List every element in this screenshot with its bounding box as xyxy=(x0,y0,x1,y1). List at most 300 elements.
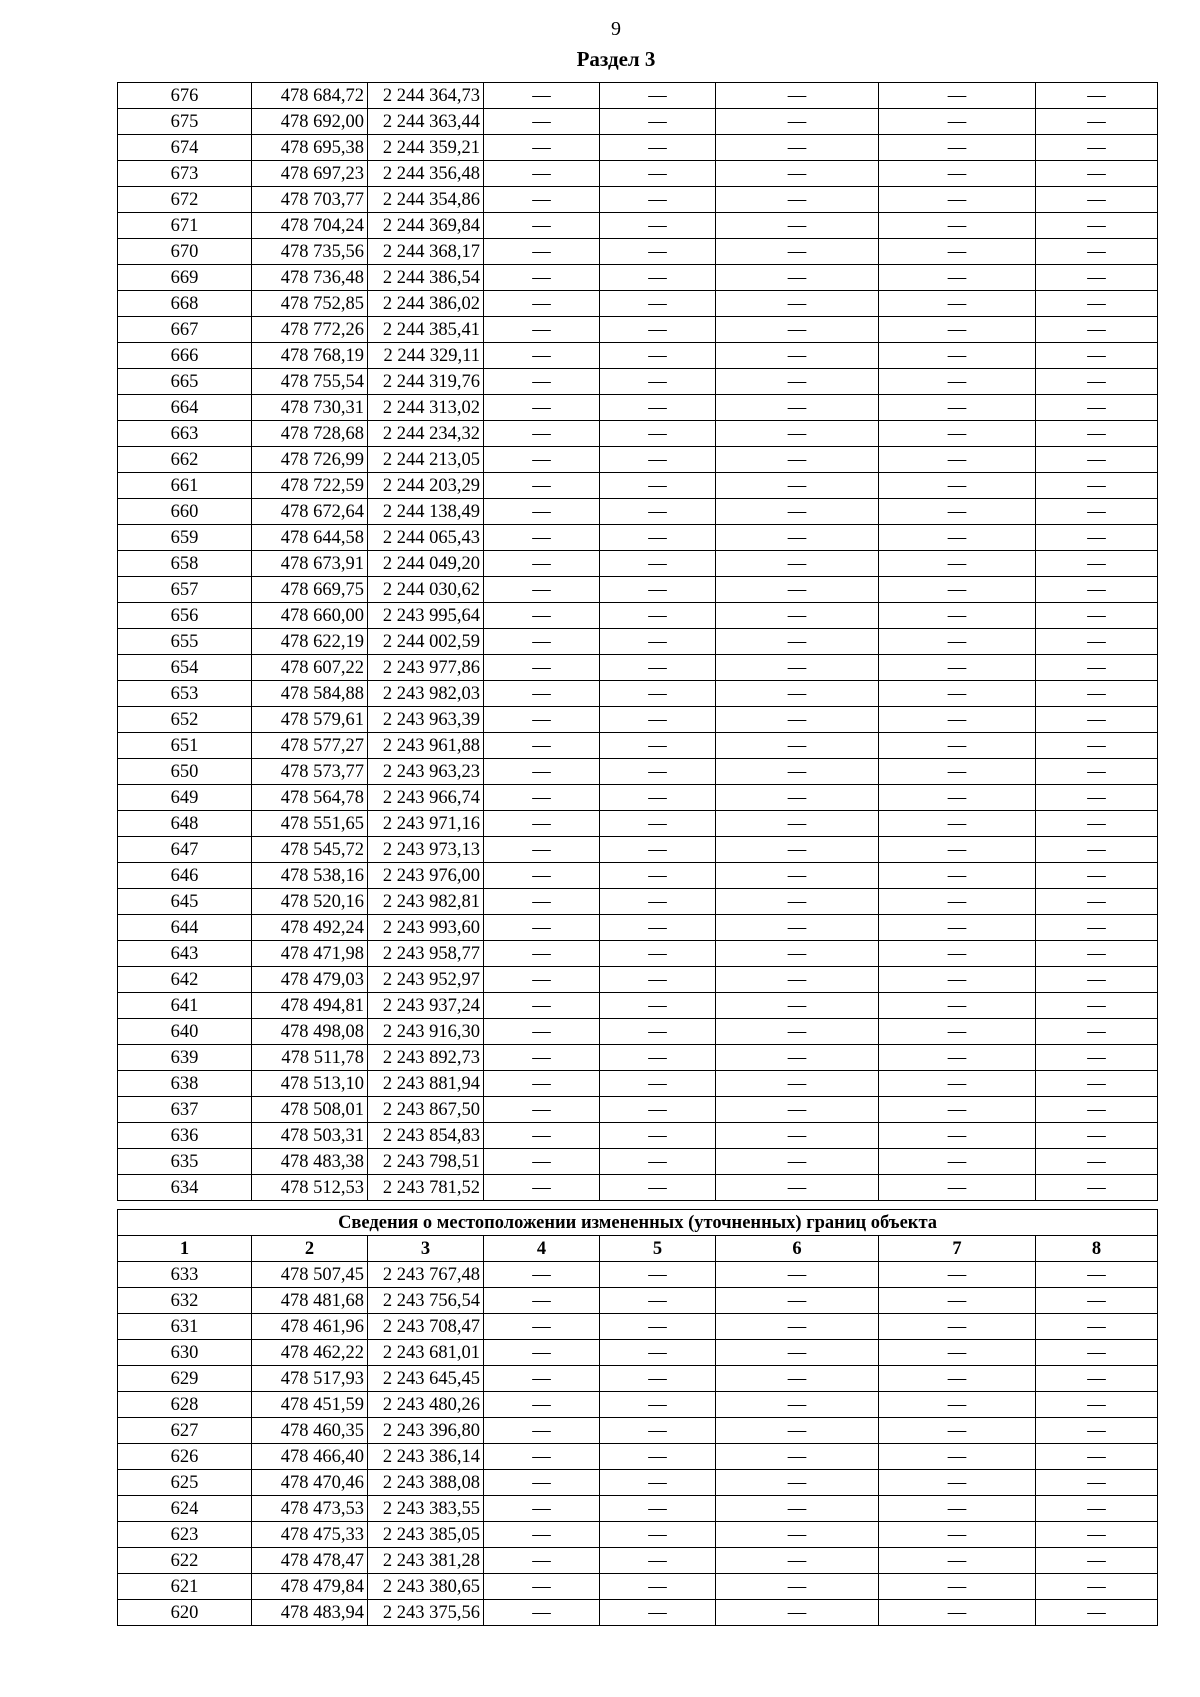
y-coordinate-cell: 2 243 982,03 xyxy=(368,681,484,707)
y-coordinate-cell: 2 243 396,80 xyxy=(368,1418,484,1444)
x-coordinate-cell: 478 479,03 xyxy=(252,967,368,993)
point-number-cell: 645 xyxy=(118,889,252,915)
dash-cell: — xyxy=(600,395,716,421)
dash-cell: — xyxy=(879,213,1036,239)
dash-cell: — xyxy=(716,655,879,681)
dash-cell: — xyxy=(484,473,600,499)
dash-cell: — xyxy=(879,1418,1036,1444)
point-number-cell: 673 xyxy=(118,161,252,187)
dash-cell: — xyxy=(716,603,879,629)
dash-cell: — xyxy=(879,1496,1036,1522)
y-coordinate-cell: 2 243 798,51 xyxy=(368,1149,484,1175)
dash-cell: — xyxy=(1036,629,1158,655)
dash-cell: — xyxy=(879,109,1036,135)
x-coordinate-cell: 478 607,22 xyxy=(252,655,368,681)
dash-cell: — xyxy=(600,213,716,239)
y-coordinate-cell: 2 243 977,86 xyxy=(368,655,484,681)
dash-cell: — xyxy=(484,135,600,161)
table-row xyxy=(118,889,1158,915)
dash-cell: — xyxy=(1036,655,1158,681)
dash-cell: — xyxy=(1036,837,1158,863)
x-coordinate-cell: 478 755,54 xyxy=(252,369,368,395)
dash-cell: — xyxy=(484,967,600,993)
point-number-cell: 626 xyxy=(118,1444,252,1470)
table-row xyxy=(118,395,1158,421)
x-coordinate-cell: 478 545,72 xyxy=(252,837,368,863)
x-coordinate-cell: 478 538,16 xyxy=(252,863,368,889)
y-coordinate-cell: 2 243 383,55 xyxy=(368,1496,484,1522)
point-number-cell: 646 xyxy=(118,863,252,889)
table-caption: Сведения о местоположении измененных (уточненных) границ объекта xyxy=(118,1210,1158,1236)
dash-cell: — xyxy=(600,1522,716,1548)
dash-cell: — xyxy=(484,941,600,967)
point-number-cell: 648 xyxy=(118,811,252,837)
dash-cell: — xyxy=(716,837,879,863)
point-number-cell: 664 xyxy=(118,395,252,421)
dash-cell: — xyxy=(716,1071,879,1097)
dash-cell: — xyxy=(484,421,600,447)
x-coordinate-cell: 478 551,65 xyxy=(252,811,368,837)
point-number-cell: 669 xyxy=(118,265,252,291)
column-header-7: 7 xyxy=(879,1236,1036,1262)
y-coordinate-cell: 2 243 958,77 xyxy=(368,941,484,967)
point-number-cell: 667 xyxy=(118,317,252,343)
dash-cell: — xyxy=(1036,551,1158,577)
dash-cell: — xyxy=(879,1600,1036,1626)
dash-cell: — xyxy=(600,525,716,551)
table-row xyxy=(118,109,1158,135)
dash-cell: — xyxy=(1036,993,1158,1019)
point-number-cell: 623 xyxy=(118,1522,252,1548)
table-row xyxy=(118,317,1158,343)
dash-cell: — xyxy=(600,473,716,499)
dash-cell: — xyxy=(716,1444,879,1470)
point-number-cell: 675 xyxy=(118,109,252,135)
table-row xyxy=(118,629,1158,655)
y-coordinate-cell: 2 243 767,48 xyxy=(368,1262,484,1288)
dash-cell: — xyxy=(879,473,1036,499)
dash-cell: — xyxy=(716,1470,879,1496)
dash-cell: — xyxy=(600,889,716,915)
point-number-cell: 663 xyxy=(118,421,252,447)
coordinates-table xyxy=(117,82,1158,1201)
dash-cell: — xyxy=(1036,239,1158,265)
dash-cell: — xyxy=(1036,395,1158,421)
dash-cell: — xyxy=(484,1019,600,1045)
dash-cell: — xyxy=(600,1548,716,1574)
table-row xyxy=(118,915,1158,941)
dash-cell: — xyxy=(879,343,1036,369)
table-row xyxy=(118,1470,1158,1496)
x-coordinate-cell: 478 451,59 xyxy=(252,1392,368,1418)
table-row xyxy=(118,265,1158,291)
x-coordinate-cell: 478 704,24 xyxy=(252,213,368,239)
dash-cell: — xyxy=(1036,941,1158,967)
dash-cell: — xyxy=(484,1097,600,1123)
x-coordinate-cell: 478 478,47 xyxy=(252,1548,368,1574)
dash-cell: — xyxy=(484,1071,600,1097)
dash-cell: — xyxy=(600,915,716,941)
dash-cell: — xyxy=(879,1444,1036,1470)
y-coordinate-cell: 2 244 356,48 xyxy=(368,161,484,187)
y-coordinate-cell: 2 243 966,74 xyxy=(368,785,484,811)
y-coordinate-cell: 2 243 952,97 xyxy=(368,967,484,993)
dash-cell: — xyxy=(879,1288,1036,1314)
dash-cell: — xyxy=(484,759,600,785)
point-number-cell: 638 xyxy=(118,1071,252,1097)
dash-cell: — xyxy=(600,655,716,681)
dash-cell: — xyxy=(716,707,879,733)
y-coordinate-cell: 2 244 354,86 xyxy=(368,187,484,213)
dash-cell: — xyxy=(716,83,879,109)
y-coordinate-cell: 2 244 049,20 xyxy=(368,551,484,577)
y-coordinate-cell: 2 243 781,52 xyxy=(368,1175,484,1201)
dash-cell: — xyxy=(600,967,716,993)
dash-cell: — xyxy=(600,1019,716,1045)
y-coordinate-cell: 2 243 867,50 xyxy=(368,1097,484,1123)
dash-cell: — xyxy=(879,395,1036,421)
dash-cell: — xyxy=(484,889,600,915)
dash-cell: — xyxy=(484,707,600,733)
x-coordinate-cell: 478 730,31 xyxy=(252,395,368,421)
dash-cell: — xyxy=(1036,525,1158,551)
dash-cell: — xyxy=(600,863,716,889)
column-header-6: 6 xyxy=(716,1236,879,1262)
dash-cell: — xyxy=(1036,213,1158,239)
point-number-cell: 647 xyxy=(118,837,252,863)
y-coordinate-cell: 2 244 030,62 xyxy=(368,577,484,603)
dash-cell: — xyxy=(716,1045,879,1071)
point-number-cell: 629 xyxy=(118,1366,252,1392)
y-coordinate-cell: 2 243 963,23 xyxy=(368,759,484,785)
dash-cell: — xyxy=(484,577,600,603)
dash-cell: — xyxy=(600,1314,716,1340)
dash-cell: — xyxy=(716,239,879,265)
dash-cell: — xyxy=(879,967,1036,993)
dash-cell: — xyxy=(716,1149,879,1175)
x-coordinate-cell: 478 644,58 xyxy=(252,525,368,551)
y-coordinate-cell: 2 243 681,01 xyxy=(368,1340,484,1366)
y-coordinate-cell: 2 243 961,88 xyxy=(368,733,484,759)
x-coordinate-cell: 478 673,91 xyxy=(252,551,368,577)
dash-cell: — xyxy=(1036,83,1158,109)
y-coordinate-cell: 2 244 385,41 xyxy=(368,317,484,343)
y-coordinate-cell: 2 244 368,17 xyxy=(368,239,484,265)
point-number-cell: 637 xyxy=(118,1097,252,1123)
y-coordinate-cell: 2 243 916,30 xyxy=(368,1019,484,1045)
dash-cell: — xyxy=(716,343,879,369)
dash-cell: — xyxy=(879,421,1036,447)
x-coordinate-cell: 478 735,56 xyxy=(252,239,368,265)
x-coordinate-cell: 478 481,68 xyxy=(252,1288,368,1314)
dash-cell: — xyxy=(716,213,879,239)
dash-cell: — xyxy=(716,291,879,317)
dash-cell: — xyxy=(600,343,716,369)
point-number-cell: 672 xyxy=(118,187,252,213)
x-coordinate-cell: 478 768,19 xyxy=(252,343,368,369)
dash-cell: — xyxy=(879,811,1036,837)
dash-cell: — xyxy=(1036,863,1158,889)
point-number-cell: 624 xyxy=(118,1496,252,1522)
table-row xyxy=(118,1019,1158,1045)
dash-cell: — xyxy=(716,1262,879,1288)
dash-cell: — xyxy=(600,109,716,135)
dash-cell: — xyxy=(879,239,1036,265)
dash-cell: — xyxy=(600,759,716,785)
dash-cell: — xyxy=(1036,343,1158,369)
table-row xyxy=(118,1175,1158,1201)
dash-cell: — xyxy=(1036,265,1158,291)
point-number-cell: 643 xyxy=(118,941,252,967)
dash-cell: — xyxy=(716,1600,879,1626)
x-coordinate-cell: 478 494,81 xyxy=(252,993,368,1019)
dash-cell: — xyxy=(484,733,600,759)
table-row xyxy=(118,863,1158,889)
dash-cell: — xyxy=(879,1045,1036,1071)
point-number-cell: 652 xyxy=(118,707,252,733)
point-number-cell: 657 xyxy=(118,577,252,603)
dash-cell: — xyxy=(879,889,1036,915)
table-row xyxy=(118,1045,1158,1071)
x-coordinate-cell: 478 503,31 xyxy=(252,1123,368,1149)
column-header-5: 5 xyxy=(600,1236,716,1262)
table-row xyxy=(118,733,1158,759)
dash-cell: — xyxy=(716,265,879,291)
dash-cell: — xyxy=(600,1444,716,1470)
dash-cell: — xyxy=(484,1548,600,1574)
dash-cell: — xyxy=(600,369,716,395)
table-row xyxy=(118,603,1158,629)
point-number-cell: 631 xyxy=(118,1314,252,1340)
dash-cell: — xyxy=(716,629,879,655)
dash-cell: — xyxy=(1036,1600,1158,1626)
point-number-cell: 649 xyxy=(118,785,252,811)
point-number-cell: 658 xyxy=(118,551,252,577)
table-row xyxy=(118,967,1158,993)
y-coordinate-cell: 2 244 386,54 xyxy=(368,265,484,291)
x-coordinate-cell: 478 512,53 xyxy=(252,1175,368,1201)
point-number-cell: 651 xyxy=(118,733,252,759)
table-row xyxy=(118,1366,1158,1392)
y-coordinate-cell: 2 244 213,05 xyxy=(368,447,484,473)
dash-cell: — xyxy=(716,135,879,161)
x-coordinate-cell: 478 462,22 xyxy=(252,1340,368,1366)
table-row xyxy=(118,1262,1158,1288)
point-number-cell: 674 xyxy=(118,135,252,161)
dash-cell: — xyxy=(600,1071,716,1097)
x-coordinate-cell: 478 513,10 xyxy=(252,1071,368,1097)
dash-cell: — xyxy=(716,551,879,577)
table-row xyxy=(118,1522,1158,1548)
dash-cell: — xyxy=(484,863,600,889)
coordinates-table-body xyxy=(118,83,1158,1201)
dash-cell: — xyxy=(1036,109,1158,135)
dash-cell: — xyxy=(1036,1548,1158,1574)
table-row xyxy=(118,577,1158,603)
point-number-cell: 653 xyxy=(118,681,252,707)
table-row xyxy=(118,655,1158,681)
table-row xyxy=(118,239,1158,265)
page-number: 9 xyxy=(611,18,621,40)
dash-cell: — xyxy=(484,1496,600,1522)
table-row xyxy=(118,187,1158,213)
dash-cell: — xyxy=(879,499,1036,525)
dash-cell: — xyxy=(484,291,600,317)
x-coordinate-cell: 478 466,40 xyxy=(252,1444,368,1470)
dash-cell: — xyxy=(1036,1522,1158,1548)
dash-cell: — xyxy=(1036,1097,1158,1123)
dash-cell: — xyxy=(879,369,1036,395)
dash-cell: — xyxy=(879,733,1036,759)
dash-cell: — xyxy=(879,1470,1036,1496)
dash-cell: — xyxy=(1036,473,1158,499)
dash-cell: — xyxy=(484,1522,600,1548)
dash-cell: — xyxy=(716,1548,879,1574)
dash-cell: — xyxy=(484,109,600,135)
dash-cell: — xyxy=(879,1522,1036,1548)
dash-cell: — xyxy=(716,1496,879,1522)
dash-cell: — xyxy=(1036,1262,1158,1288)
dash-cell: — xyxy=(879,941,1036,967)
y-coordinate-cell: 2 243 881,94 xyxy=(368,1071,484,1097)
dash-cell: — xyxy=(879,1574,1036,1600)
dash-cell: — xyxy=(879,525,1036,551)
y-coordinate-cell: 2 243 971,16 xyxy=(368,811,484,837)
dash-cell: — xyxy=(600,1496,716,1522)
y-coordinate-cell: 2 243 937,24 xyxy=(368,993,484,1019)
y-coordinate-cell: 2 244 329,11 xyxy=(368,343,484,369)
table-row xyxy=(118,1600,1158,1626)
y-coordinate-cell: 2 243 480,26 xyxy=(368,1392,484,1418)
x-coordinate-cell: 478 660,00 xyxy=(252,603,368,629)
dash-cell: — xyxy=(716,811,879,837)
dash-cell: — xyxy=(716,447,879,473)
dash-cell: — xyxy=(1036,135,1158,161)
table-caption-row xyxy=(118,1210,1158,1236)
dash-cell: — xyxy=(600,811,716,837)
dash-cell: — xyxy=(1036,1444,1158,1470)
dash-cell: — xyxy=(600,1175,716,1201)
table-row xyxy=(118,1496,1158,1522)
x-coordinate-cell: 478 573,77 xyxy=(252,759,368,785)
column-header-3: 3 xyxy=(368,1236,484,1262)
dash-cell: — xyxy=(600,551,716,577)
table-row xyxy=(118,1340,1158,1366)
y-coordinate-cell: 2 244 386,02 xyxy=(368,291,484,317)
dash-cell: — xyxy=(1036,1288,1158,1314)
y-coordinate-cell: 2 243 993,60 xyxy=(368,915,484,941)
dash-cell: — xyxy=(716,915,879,941)
x-coordinate-cell: 478 736,48 xyxy=(252,265,368,291)
y-coordinate-cell: 2 243 982,81 xyxy=(368,889,484,915)
x-coordinate-cell: 478 579,61 xyxy=(252,707,368,733)
dash-cell: — xyxy=(600,577,716,603)
dash-cell: — xyxy=(879,759,1036,785)
x-coordinate-cell: 478 483,38 xyxy=(252,1149,368,1175)
point-number-cell: 639 xyxy=(118,1045,252,1071)
dash-cell: — xyxy=(1036,1019,1158,1045)
dash-cell: — xyxy=(484,1045,600,1071)
dash-cell: — xyxy=(484,1288,600,1314)
dash-cell: — xyxy=(1036,1123,1158,1149)
dash-cell: — xyxy=(1036,1418,1158,1444)
dash-cell: — xyxy=(484,1418,600,1444)
column-header-4: 4 xyxy=(484,1236,600,1262)
point-number-cell: 655 xyxy=(118,629,252,655)
y-coordinate-cell: 2 244 364,73 xyxy=(368,83,484,109)
table-row xyxy=(118,1149,1158,1175)
dash-cell: — xyxy=(716,941,879,967)
dash-cell: — xyxy=(716,1574,879,1600)
dash-cell: — xyxy=(1036,707,1158,733)
dash-cell: — xyxy=(600,499,716,525)
dash-cell: — xyxy=(600,707,716,733)
table-row xyxy=(118,1097,1158,1123)
dash-cell: — xyxy=(879,83,1036,109)
y-coordinate-cell: 2 243 708,47 xyxy=(368,1314,484,1340)
x-coordinate-cell: 478 672,64 xyxy=(252,499,368,525)
point-number-cell: 620 xyxy=(118,1600,252,1626)
table-row xyxy=(118,473,1158,499)
dash-cell: — xyxy=(879,135,1036,161)
x-coordinate-cell: 478 461,96 xyxy=(252,1314,368,1340)
dash-cell: — xyxy=(484,395,600,421)
point-number-cell: 628 xyxy=(118,1392,252,1418)
dash-cell: — xyxy=(716,1097,879,1123)
dash-cell: — xyxy=(484,915,600,941)
dash-cell: — xyxy=(484,161,600,187)
dash-cell: — xyxy=(879,1019,1036,1045)
y-coordinate-cell: 2 243 995,64 xyxy=(368,603,484,629)
x-coordinate-cell: 478 703,77 xyxy=(252,187,368,213)
dash-cell: — xyxy=(484,655,600,681)
dash-cell: — xyxy=(484,993,600,1019)
dash-cell: — xyxy=(484,1392,600,1418)
dash-cell: — xyxy=(600,239,716,265)
dash-cell: — xyxy=(716,863,879,889)
dash-cell: — xyxy=(600,421,716,447)
dash-cell: — xyxy=(600,629,716,655)
point-number-cell: 641 xyxy=(118,993,252,1019)
table-row xyxy=(118,1288,1158,1314)
dash-cell: — xyxy=(879,1149,1036,1175)
dash-cell: — xyxy=(879,291,1036,317)
point-number-cell: 642 xyxy=(118,967,252,993)
dash-cell: — xyxy=(1036,577,1158,603)
dash-cell: — xyxy=(879,1071,1036,1097)
y-coordinate-cell: 2 244 002,59 xyxy=(368,629,484,655)
x-coordinate-cell: 478 772,26 xyxy=(252,317,368,343)
dash-cell: — xyxy=(484,681,600,707)
point-number-cell: 634 xyxy=(118,1175,252,1201)
x-coordinate-cell: 478 692,00 xyxy=(252,109,368,135)
dash-cell: — xyxy=(600,1366,716,1392)
dash-cell: — xyxy=(879,681,1036,707)
x-coordinate-cell: 478 479,84 xyxy=(252,1574,368,1600)
dash-cell: — xyxy=(484,1149,600,1175)
x-coordinate-cell: 478 508,01 xyxy=(252,1097,368,1123)
dash-cell: — xyxy=(716,993,879,1019)
dash-cell: — xyxy=(484,811,600,837)
dash-cell: — xyxy=(716,1123,879,1149)
point-number-cell: 635 xyxy=(118,1149,252,1175)
y-coordinate-cell: 2 244 359,21 xyxy=(368,135,484,161)
y-coordinate-cell: 2 243 645,45 xyxy=(368,1366,484,1392)
y-coordinate-cell: 2 243 386,14 xyxy=(368,1444,484,1470)
x-coordinate-cell: 478 669,75 xyxy=(252,577,368,603)
changed-boundaries-table-body xyxy=(118,1262,1158,1626)
point-number-cell: 665 xyxy=(118,369,252,395)
